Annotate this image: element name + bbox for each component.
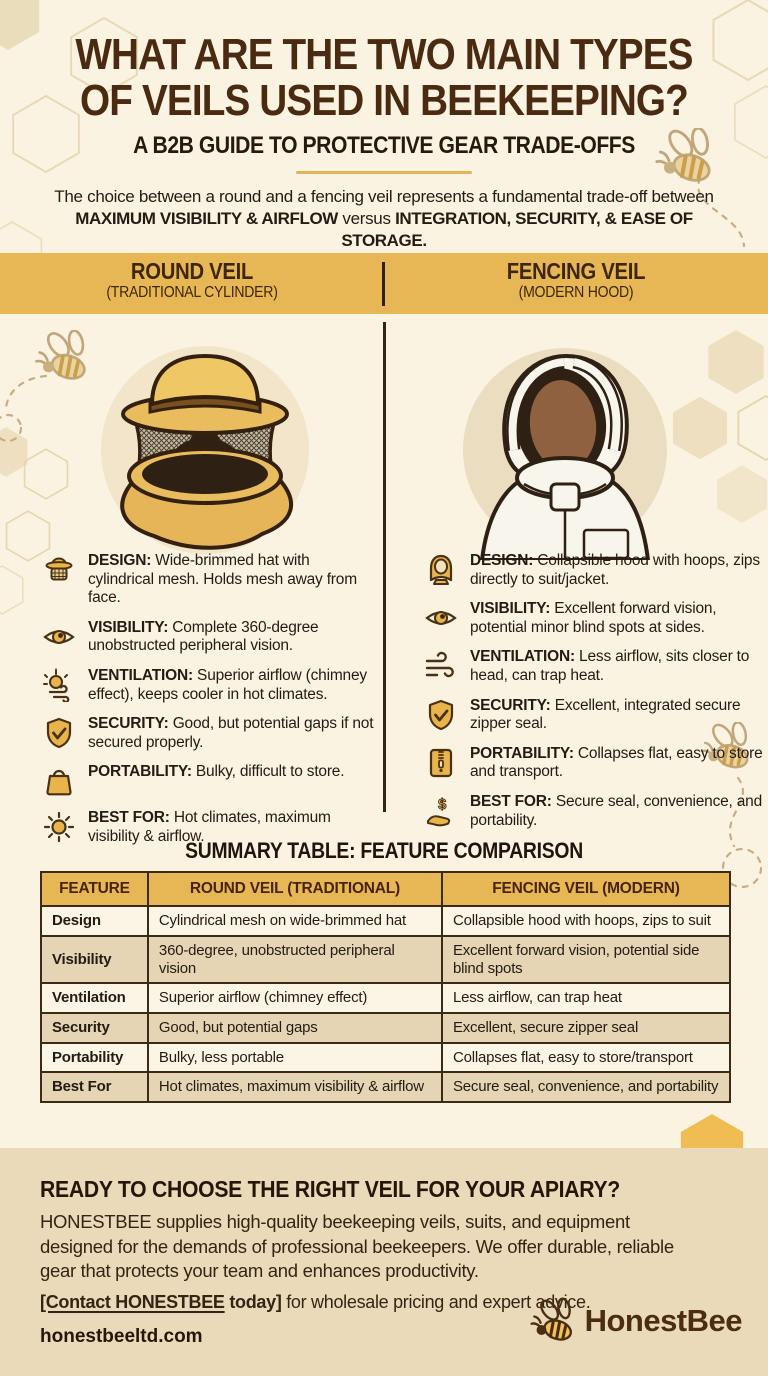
- cell-feature: Security: [41, 1013, 148, 1043]
- feature-ventilation: [40, 667, 376, 704]
- gold-divider: [296, 171, 472, 174]
- sun-wind-icon: [40, 667, 78, 702]
- contact-today: today]: [224, 1292, 282, 1312]
- feature-text: Bulky, difficult to store.: [191, 763, 345, 781]
- feature-label: SECURITY:: [470, 696, 551, 714]
- feature-text: Secure seal, convenience, and portability.: [470, 792, 763, 829]
- summary-table-title: SUMMARY TABLE: FEATURE COMPARISON: [185, 838, 583, 863]
- hood-icon: [422, 552, 460, 587]
- feature-security: [40, 715, 376, 752]
- feature-label: VENTILATION:: [88, 666, 193, 684]
- feature-label: DESIGN:: [470, 552, 534, 569]
- page-subtitle: A B2B GUIDE TO PROTECTIVE GEAR TRADE-OFFS: [133, 132, 635, 159]
- round-veil-title: ROUND VEIL: [130, 258, 254, 284]
- column-divider: [383, 322, 386, 812]
- feature-text: Less airflow, sits closer to head, can trap heat.: [470, 648, 750, 684]
- round-veil-feature-list: [40, 552, 376, 847]
- table-row: [41, 906, 730, 936]
- footer-heading: READY TO CHOOSE THE RIGHT VEIL FOR YOUR APIARY?: [40, 1176, 620, 1202]
- cell-feature: Design: [41, 906, 148, 936]
- fencing-veil-illustration: [454, 334, 676, 560]
- bee-icon: [32, 330, 98, 386]
- feature-text: Superior airflow (chimney effect), keeps cooler in hot climates.: [88, 666, 367, 703]
- feature-visibility: [422, 600, 764, 637]
- intro-text: The choice between a round and a fencing veil represents a fundamental trade-off between: [54, 187, 714, 206]
- table-row: [41, 1043, 730, 1073]
- table-row: [41, 983, 730, 1013]
- cell-round: Superior airflow (chimney effect): [148, 983, 442, 1013]
- table-row: [41, 1013, 730, 1043]
- intro-paragraph: [39, 186, 729, 252]
- cell-fencing: Excellent, secure zipper seal: [442, 1013, 730, 1043]
- feature-security: [422, 697, 764, 734]
- cell-feature: Best For: [41, 1072, 148, 1102]
- feature-text: Complete 360-degree unobstructed peripheral vision.: [88, 618, 319, 655]
- eye-icon: [40, 619, 78, 654]
- cell-round: Cylindrical mesh on wide-brimmed hat: [148, 906, 442, 936]
- cell-fencing: Collapses flat, easy to store/transport: [442, 1043, 730, 1073]
- cell-round: Bulky, less portable: [148, 1043, 442, 1073]
- veil-hat-icon: [40, 552, 78, 587]
- feature-label: BEST FOR:: [470, 792, 552, 810]
- intro-bold-integration: INTEGRATION, SECURITY, & EASE OF STORAGE.: [341, 209, 693, 251]
- cell-fencing: Excellent forward vision, potential side blind spots: [442, 936, 730, 983]
- cell-feature: Visibility: [41, 936, 148, 983]
- feature-label: PORTABILITY:: [470, 744, 574, 762]
- table-row: [41, 1072, 730, 1102]
- band-divider: [382, 262, 385, 306]
- shield-check-icon: [422, 697, 460, 732]
- dollar-hand-icon: [422, 793, 460, 828]
- header-feature: FEATURE: [41, 872, 148, 906]
- feature-label: DESIGN:: [88, 552, 152, 569]
- feature-label: VISIBILITY:: [470, 600, 551, 618]
- feature-ventilation: [422, 648, 764, 685]
- feature-label: VISIBILITY:: [88, 618, 169, 636]
- shield-check-icon: [40, 715, 78, 750]
- cell-fencing: Collapsible hood with hoops, zips to suit: [442, 906, 730, 936]
- feature-text: Collapsible hood with hoops, zips directly to suit/jacket.: [470, 552, 760, 588]
- feature-portability: [40, 763, 376, 798]
- intro-versus: versus: [337, 209, 396, 229]
- fencing-veil-header: [384, 253, 768, 314]
- feature-design: [422, 552, 764, 589]
- feature-text: Collapses flat, easy to store and transport.: [470, 744, 763, 781]
- table-header-row: [41, 872, 730, 906]
- fencing-veil-title: FENCING VEIL: [506, 258, 646, 284]
- website-link[interactable]: honestbeeltd.com: [40, 1326, 203, 1347]
- feature-label: BEST FOR:: [88, 809, 170, 827]
- cell-fencing: Secure seal, convenience, and portability: [442, 1072, 730, 1102]
- bag-icon: [40, 763, 78, 798]
- cell-feature: Portability: [41, 1043, 148, 1073]
- feature-best-for: [422, 793, 764, 830]
- round-veil-header: [0, 253, 384, 314]
- cell-round: Hot climates, maximum visibility & airflow: [148, 1072, 442, 1102]
- svg-text:$: $: [438, 795, 447, 813]
- page-title: [46, 32, 722, 124]
- honestbee-logo: [528, 1297, 742, 1345]
- bee-icon: [528, 1297, 582, 1345]
- round-veil-subtitle: (TRADITIONAL CYLINDER): [106, 284, 278, 302]
- eye-icon: [422, 600, 460, 635]
- zipper-icon: [422, 745, 460, 780]
- feature-label: VENTILATION:: [470, 648, 575, 666]
- feature-text: Good, but potential gaps if not secured properly.: [88, 715, 374, 751]
- feature-visibility: [40, 619, 376, 656]
- cell-round: 360-degree, unobstructed peripheral vision: [148, 936, 442, 983]
- contact-rest: for wholesale pricing and expert advice.: [281, 1292, 591, 1312]
- feature-text: Excellent, integrated secure zipper seal.: [470, 696, 741, 733]
- header-round-veil: ROUND VEIL (TRADITIONAL): [148, 872, 442, 906]
- fencing-veil-subtitle: (MODERN HOOD): [518, 284, 634, 302]
- cell-feature: Ventilation: [41, 983, 148, 1013]
- cell-round: Good, but potential gaps: [148, 1013, 442, 1043]
- fencing-veil-feature-list: [422, 552, 764, 830]
- footer-body-text: HONESTBEE supplies high-quality beekeeping veils, suits, and equipment designed for the demands of professional beekeepers. We offer durable, reliable gear that protects your team and enhances productivity.: [40, 1211, 674, 1282]
- cell-fencing: Less airflow, can trap heat: [442, 983, 730, 1013]
- feature-text: Excellent forward vision, potential minor blind spots at sides.: [470, 600, 717, 636]
- table-row: [41, 936, 730, 983]
- page-title-line2: OF VEILS USED IN BEEKEEPING?: [80, 75, 688, 125]
- round-veil-illustration: [94, 328, 316, 558]
- logo-text: HonestBee: [584, 1303, 742, 1338]
- feature-label: PORTABILITY:: [88, 763, 192, 781]
- feature-text: Hot climates, maximum visibility & airflow.: [88, 809, 331, 845]
- page-title-line1: WHAT ARE THE TWO MAIN TYPES: [75, 30, 693, 79]
- feature-label: SECURITY:: [88, 715, 169, 733]
- feature-design: [40, 552, 376, 608]
- contact-link[interactable]: [Contact HONESTBEE: [40, 1292, 225, 1312]
- feature-portability: [422, 745, 764, 782]
- feature-text: Wide-brimmed hat with cylindrical mesh. Holds mesh away from face.: [88, 552, 357, 607]
- wind-icon: [422, 648, 460, 683]
- intro-bold-visibility: MAXIMUM VISIBILITY & AIRFLOW: [75, 209, 338, 229]
- feature-comparison-table: [40, 871, 731, 1103]
- header-fencing-veil: FENCING VEIL (MODERN): [442, 872, 730, 906]
